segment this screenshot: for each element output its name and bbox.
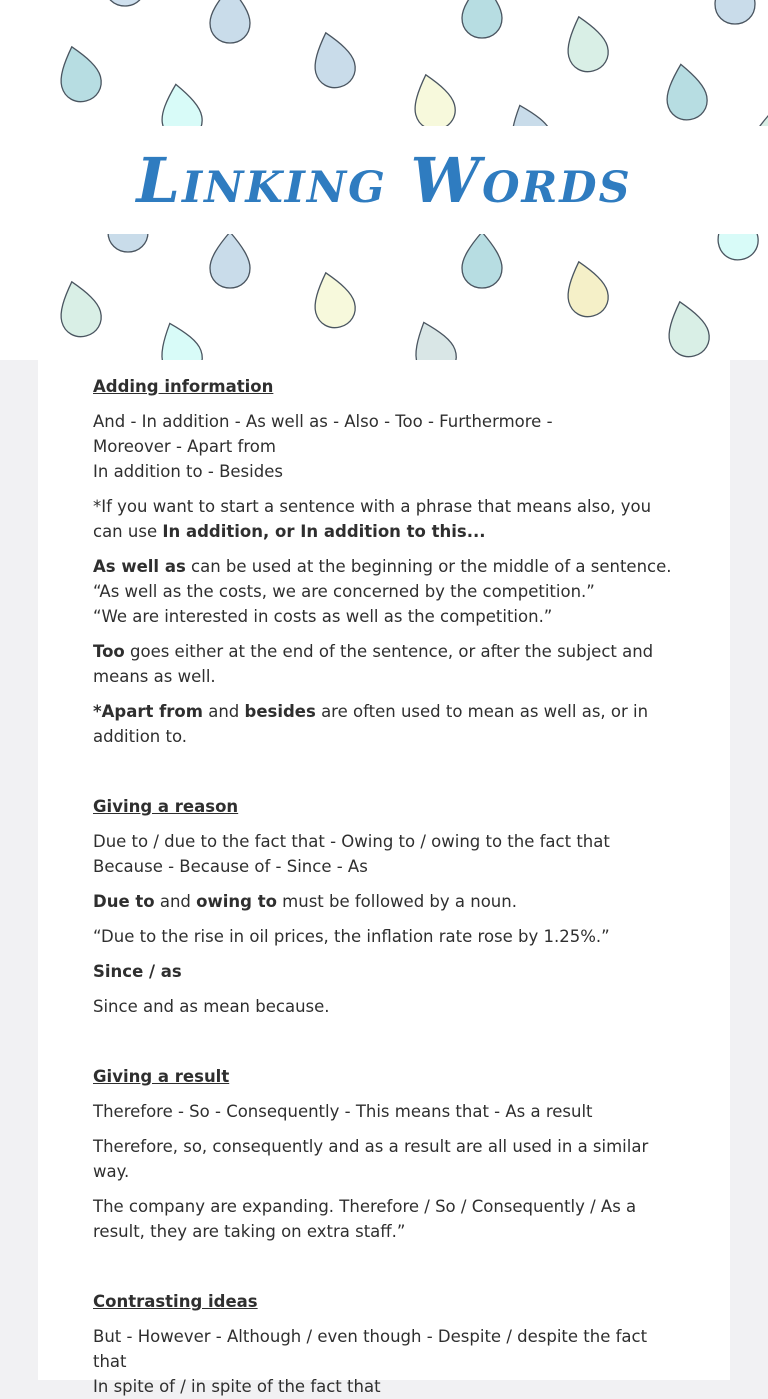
dueto-text: must be followed by a noun.	[276, 892, 517, 911]
too-text: goes either at the end of the sentence, or after the subject and means as well.	[93, 642, 654, 686]
since-as-explanation: Since and as mean because.	[93, 997, 330, 1016]
note-text: *If you want to start a sentence with a phrase that means also, you can use	[93, 497, 652, 541]
header-banner	[0, 0, 768, 360]
aswell-example-1: “As well as the costs, we are concerned by the competition.”	[93, 582, 595, 601]
aswell-explanation	[93, 554, 675, 629]
contrast-words-list	[93, 1324, 675, 1399]
besides-term: besides	[244, 702, 316, 721]
result-explanation: Therefore, so, consequently and as a result are all used in a similar way.	[93, 1137, 649, 1181]
adding-words-list	[93, 409, 675, 484]
too-explanation	[93, 639, 675, 689]
aswell-text: can be used at the beginning or the middle of a sentence.	[185, 557, 672, 576]
apart-from-text: are often used to mean as well as, or in addition to.	[93, 702, 649, 746]
result-example: The company are expanding. Therefore / So / Consequently / As a result, they are taking on extra staff.”	[93, 1197, 637, 1241]
note-bold: In addition, or In addition to this...	[162, 522, 486, 541]
connector-text: and	[154, 892, 197, 911]
since-as-subheading	[93, 959, 675, 984]
reason-example: “Due to the rise in oil prices, the inflation rate rose by 1.25%.”	[93, 927, 610, 946]
page-title: Linking Words	[136, 144, 632, 217]
apart-from-term: *Apart from	[93, 702, 203, 721]
reason-words-line-2: Because - Because of - Since - As	[93, 857, 368, 876]
content-card	[38, 360, 730, 1396]
too-term: Too	[93, 642, 125, 661]
reason-words-line-1: Due to / due to the fact that - Owing to / owing to the fact that	[93, 832, 610, 851]
contrast-words-line-2: In spite of / in spite of the fact that	[93, 1377, 381, 1396]
dueto-term: Due to	[93, 892, 155, 911]
apart-from-explanation	[93, 699, 675, 749]
section-spacer	[93, 759, 675, 794]
adding-words-line-2: Moreover - Apart from	[93, 437, 276, 456]
adding-words-line-3: In addition to - Besides	[93, 462, 283, 481]
owingto-term: owing to	[196, 892, 277, 911]
section-heading-contrast: Contrasting ideas	[93, 1292, 258, 1311]
since-as-term: Since / as	[93, 962, 182, 981]
content-body	[38, 360, 730, 1399]
section-heading-reason: Giving a reason	[93, 797, 239, 816]
adding-words-line-1: And - In addition - As well as - Also - Too - Furthermore -	[93, 412, 553, 431]
contrast-words-line-1: But - However - Although / even though - Despite / despite the fact that	[93, 1327, 648, 1371]
aswell-example-2: “We are interested in costs as well as the competition.”	[93, 607, 553, 626]
result-words-list: Therefore - So - Consequently - This means that - As a result	[93, 1102, 593, 1121]
section-spacer	[93, 1254, 675, 1289]
dueto-explanation	[93, 889, 675, 914]
section-heading-adding: Adding information	[93, 377, 274, 396]
section-spacer	[93, 1029, 675, 1064]
reason-words-list	[93, 829, 675, 879]
aswell-term: As well as	[93, 557, 186, 576]
section-heading-result: Giving a result	[93, 1067, 230, 1086]
connector-text: and	[202, 702, 245, 721]
adding-note-start-sentence	[93, 494, 675, 544]
